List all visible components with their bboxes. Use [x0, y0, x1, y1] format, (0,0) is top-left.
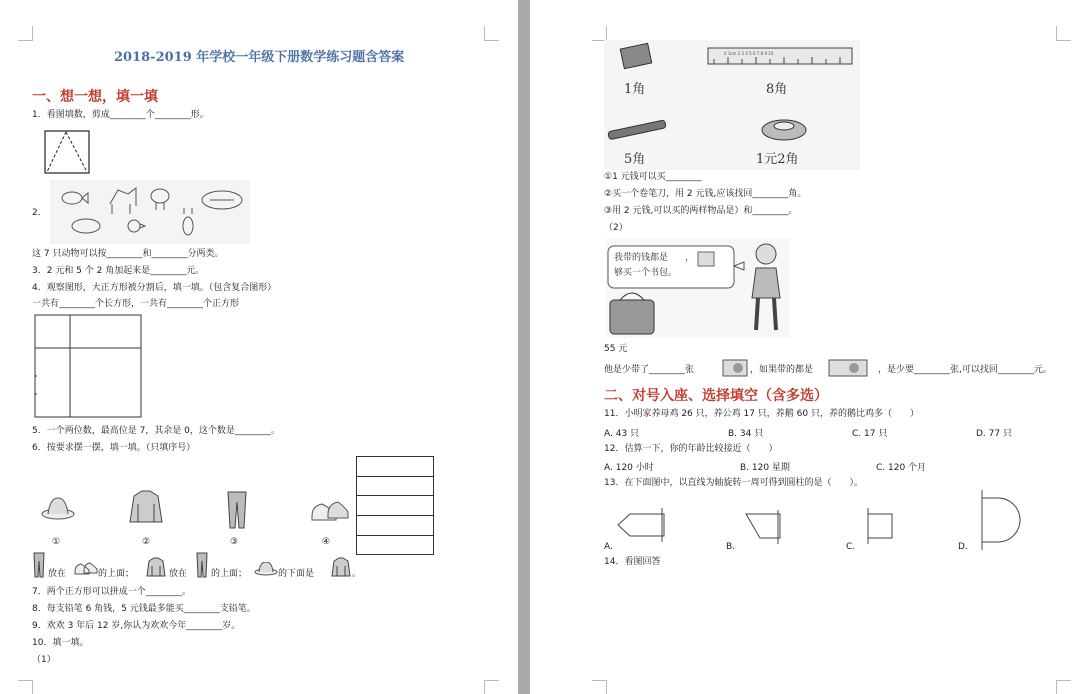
section-heading-2: 二、对号入座、选择填空（含多选） [604, 388, 828, 404]
question-4: 4．观察图形，大正方形被分割后，填一填。（包含复合图形） [32, 283, 277, 293]
placement-text-c: 放在 [169, 569, 188, 579]
hat-small-icon [254, 562, 278, 576]
question-4-fill: 一共有________个长方形，一共有________个正方形 [32, 299, 240, 309]
shape-option-a [614, 508, 670, 542]
question-10-sub: （1） [32, 655, 56, 665]
q13-option-b: B. [726, 542, 736, 552]
item-label-4: ④ [322, 537, 331, 547]
animals-picture [50, 180, 250, 244]
item-label-3: ③ [230, 537, 239, 547]
shoes-icon [310, 496, 350, 524]
question-14: 14．看图回答 [604, 557, 661, 567]
left-page [0, 0, 518, 694]
fill-line-c: ，是少要________张,可以找回________元。 [878, 365, 1052, 375]
crop-mark [18, 680, 33, 694]
placement-text-e: 的下面是 [278, 569, 315, 579]
ruler-scale: 0 1cm 2 3 4 5 6 7 8 9 10 [724, 51, 774, 56]
crop-mark [484, 26, 499, 41]
shape-option-c [856, 508, 896, 544]
square-triangle-figure [44, 130, 90, 174]
question-13: 13．在下面图中，以直线为轴旋转一周可得到圆柱的是（ ）。 [604, 478, 863, 488]
doc-title: 2018-2019 年学校一年级下册数学练习题含答案 [114, 50, 405, 65]
question-2-number: 2． [32, 208, 47, 218]
jacket-icon [128, 488, 164, 524]
question-2: 这 7 只动物可以按________和________分两类。 [32, 249, 224, 259]
crop-mark [1056, 680, 1071, 694]
stack-boxes [356, 456, 434, 555]
shape-option-b [734, 510, 792, 544]
shape-option-d [972, 490, 1024, 550]
crop-mark [592, 26, 607, 41]
question-6: 6．按要求摆一摆，填一填。（只填序号） [32, 443, 196, 453]
q11-option-b: B. 34 只 [728, 429, 764, 439]
jacket-small-icon [145, 556, 167, 578]
crop-mark [1056, 26, 1071, 41]
price-label-ruler: 8角 [766, 82, 788, 97]
price-label-eraser: 1角 [624, 82, 646, 97]
item-label-2: ② [142, 537, 151, 547]
banknote-icon [722, 358, 748, 378]
price-label-sharpener: 1元2角 [756, 152, 799, 167]
divided-square-figure [34, 314, 144, 420]
section-heading-1: 一、想一想，填一填 [32, 89, 158, 105]
question-5: 5．一个两位数，最高位是 7，其余是 0，这个数是________。 [32, 426, 280, 436]
q12-option-b: B. 120 星期 [740, 463, 790, 473]
speech-bubble: 我带的钱都是 ， 够买一个书包。 [614, 253, 695, 278]
trousers-icon [226, 490, 248, 530]
q13-option-a: A. [604, 542, 613, 552]
sub-question-2: （2） [604, 223, 628, 233]
item-3: ③用 2 元钱,可以买的两样物品是）和________。 [604, 206, 798, 216]
q12-option-a: A. 120 小时 [604, 463, 654, 473]
fill-line-b: ，如果带的都是 [750, 365, 814, 375]
placement-text-b: 的上面； [98, 569, 135, 579]
hat-icon [40, 492, 76, 522]
crop-mark [592, 680, 607, 694]
placement-text-f: 。 [352, 569, 362, 579]
price-55: 55 元 [604, 344, 628, 354]
q11-option-a: A. 43 只 [604, 429, 640, 439]
question-7: 7．两个正方形可以拼成一个________。 [32, 587, 191, 597]
placement-text-d: 的上面； [211, 569, 248, 579]
question-1: 1．看图填数，剪成________个________形。 [32, 110, 209, 120]
q13-option-c: C. [846, 542, 856, 552]
question-8: 8．每支铅笔 6 角钱，5 元钱最多能买________支铅笔。 [32, 604, 256, 614]
q11-option-d: D. 77 只 [976, 429, 1012, 439]
fill-line-a: 他是少带了________张 [604, 365, 695, 375]
question-12: 12．估算一下，你的年龄比较接近（ ） [604, 444, 778, 454]
right-page [530, 0, 1080, 694]
q12-option-c: C. 120 个月 [876, 463, 927, 473]
placement-text-a: 放在 [48, 569, 67, 579]
jacket-small-icon [330, 556, 352, 578]
item-label-1: ① [52, 537, 61, 547]
q11-option-c: C. 17 只 [852, 429, 888, 439]
item-2: ②买一个卷笔刀，用 2 元钱,应该找回________角。 [604, 189, 807, 199]
q13-option-d: D. [958, 542, 968, 552]
crop-mark [484, 680, 499, 694]
question-10: 10．填一填。 [32, 638, 89, 648]
crop-mark [18, 26, 33, 41]
question-11: 11．小明家养母鸡 26 只，养公鸡 17 只，养鹅 60 只，养的鹅比鸡多（ ） [604, 409, 919, 419]
question-9: 9．欢欢 3 年后 12 岁,你认为欢欢今年________岁。 [32, 621, 241, 631]
banknote-icon [828, 358, 868, 378]
trousers-small-icon [32, 552, 46, 578]
shoes-small-icon [74, 560, 98, 576]
price-label-pencil: 5角 [624, 152, 646, 167]
item-1: ①1 元钱可以买________ [604, 172, 702, 182]
question-3: 3．2 元和 5 个 2 角加起来是________元。 [32, 266, 205, 276]
trousers-small-icon [195, 552, 209, 578]
